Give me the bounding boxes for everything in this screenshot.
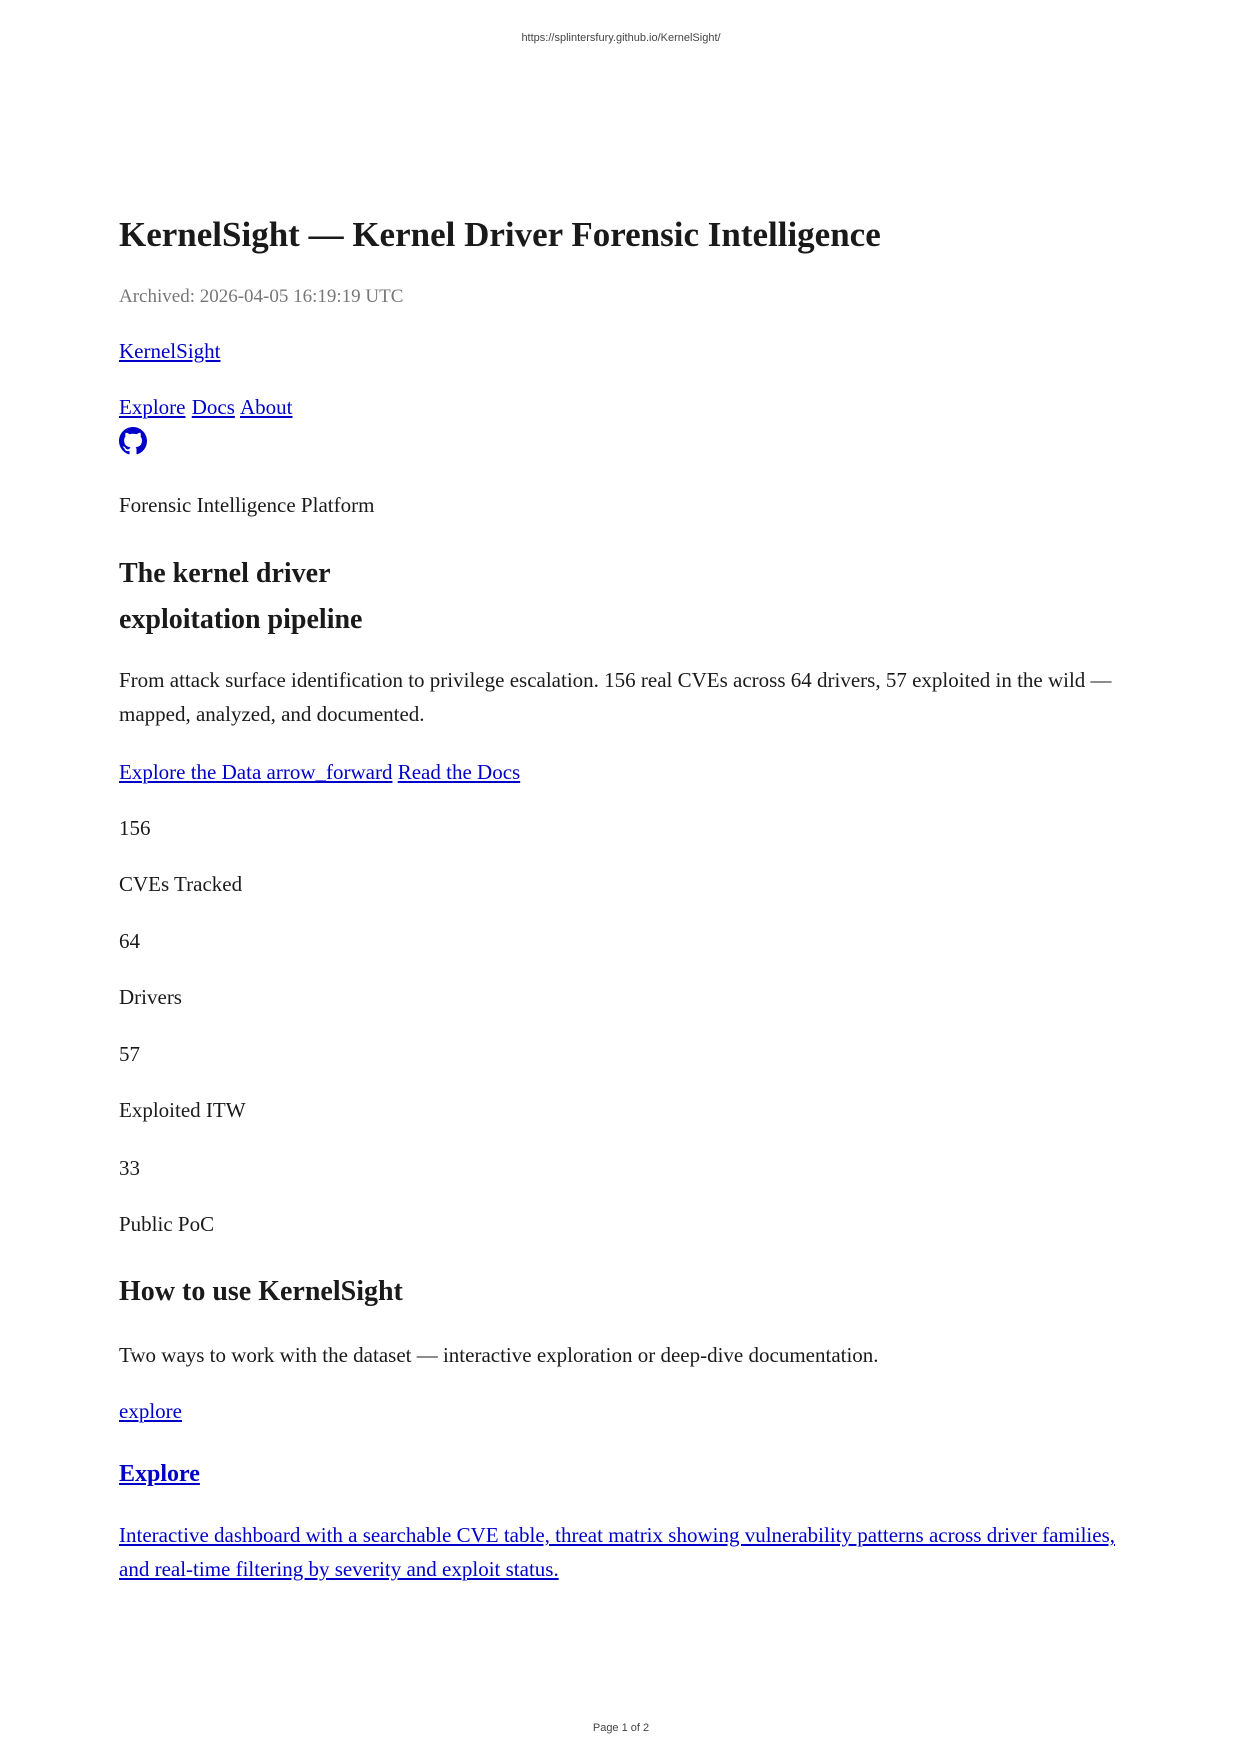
explore-card-description: [119, 1518, 1119, 1586]
hero-description: From attack surface identification to privilege escalation. 156 real CVEs across 64 drivers, 57 exploited in the wild — mapped, analyzed, and documented.: [119, 668, 1112, 726]
nav-explore-link[interactable]: Explore: [119, 395, 186, 419]
explore-card-link[interactable]: Explore: [119, 1461, 200, 1487]
nav-about-link[interactable]: About: [240, 395, 293, 419]
github-icon: [119, 427, 147, 455]
hero-cta-row: [119, 759, 520, 785]
stat-value: 64: [119, 929, 140, 953]
stat-value: 57: [119, 1042, 140, 1066]
explore-icon[interactable]: explore: [119, 1399, 182, 1423]
stat-value: 33: [119, 1156, 140, 1180]
brand-paragraph: [119, 338, 220, 364]
archived-timestamp: Archived: 2026-04-05 16:19:19 UTC: [119, 286, 404, 307]
stat-value: 156: [119, 816, 151, 840]
read-docs-link[interactable]: Read the Docs: [397, 760, 521, 784]
howto-title: How to use KernelSight: [119, 1276, 403, 1307]
nav-docs-link[interactable]: Docs: [191, 395, 235, 419]
howto-description: Two ways to work with the dataset — interactive exploration or deep-dive documentation.: [119, 1343, 879, 1367]
explore-card-description-link[interactable]: Interactive dashboard with a searchable CVE table, threat matrix showing vulnerability patterns across driver families, and real-time filtering by severity and exploit status.: [119, 1523, 1115, 1581]
page-title: KernelSight — Kernel Driver Forensic Intelligence: [119, 215, 881, 254]
explore-card-title: [119, 1459, 200, 1489]
page-url: https://splintersfury.github.io/KernelSight/: [521, 32, 721, 44]
hero-title-line2: exploitation pipeline: [119, 604, 363, 635]
main-nav: [119, 394, 294, 420]
hero-title: [119, 551, 719, 643]
stat-label: Public PoC: [119, 1212, 215, 1236]
github-link[interactable]: [119, 427, 147, 455]
stat-label: Exploited ITW: [119, 1098, 246, 1122]
hero-title-line1: The kernel driver: [119, 558, 331, 589]
explore-icon-row: [119, 1398, 182, 1424]
page-indicator: Page 1 of 2: [592, 1722, 650, 1734]
brand-link[interactable]: KernelSight: [119, 339, 221, 363]
stat-label: Drivers: [119, 985, 182, 1009]
stat-label: CVEs Tracked: [119, 872, 243, 896]
explore-data-link[interactable]: Explore the Data arrow_forward: [119, 760, 393, 784]
hero-tagline: Forensic Intelligence Platform: [119, 493, 375, 517]
